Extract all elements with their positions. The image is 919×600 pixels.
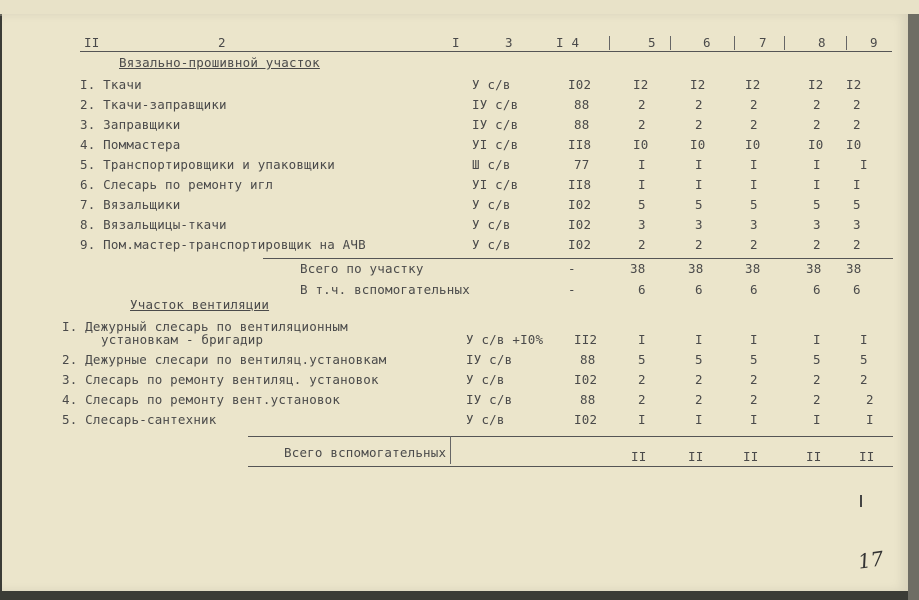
row-name: 5. Слесарь-сантехник [62, 412, 217, 427]
row-grade: IУ с/в [472, 117, 519, 132]
row-c9: 2 [860, 372, 868, 387]
row-c7: I2 [745, 77, 761, 92]
row-c9: 2 [853, 97, 861, 112]
total-label: Всего по участку [300, 261, 424, 276]
row-c8: 2 [813, 237, 821, 252]
row-c8: 2 [813, 392, 821, 407]
col-header-8: 8 [818, 35, 826, 50]
row-c5: 2 [638, 97, 646, 112]
row-grade: У с/в [472, 197, 511, 212]
col-header-1: II [84, 35, 100, 50]
row-c4: 88 [574, 97, 590, 112]
row-c6: 3 [695, 217, 703, 232]
row-c8: 2 [813, 372, 821, 387]
row-c6: I2 [690, 77, 706, 92]
row-c4: 88 [580, 392, 596, 407]
row-c9: I2 [846, 77, 862, 92]
row-c7: 5 [750, 197, 758, 212]
row-c9: 5 [860, 352, 868, 367]
total-c6: 38 [688, 261, 704, 276]
row-name: 5. Транспортировщики и упаковщики [80, 157, 335, 172]
row-grade: УI с/в [472, 177, 519, 192]
row-name: 8. Вязальщицы-ткачи [80, 217, 227, 232]
total-rule-bottom [248, 466, 893, 467]
col-header-2: 2 [218, 35, 226, 50]
col-divider [609, 36, 610, 50]
row-name: 3. Заправщики [80, 117, 181, 132]
row-c7: I [750, 332, 758, 347]
row-c8: I [813, 412, 821, 427]
row-grade: УI с/в [472, 137, 519, 152]
row-c5: I2 [633, 77, 649, 92]
row-c6: I0 [690, 137, 706, 152]
row-c7: 2 [750, 117, 758, 132]
section-title-knitting: Вязально-прошивной участок [119, 55, 320, 70]
row-c6: 2 [695, 237, 703, 252]
total-c7: 38 [745, 261, 761, 276]
row-c9: 2 [853, 117, 861, 132]
row-c9: I [860, 332, 868, 347]
row-c8: I [813, 177, 821, 192]
row-c6: 5 [695, 352, 703, 367]
row-c8: 3 [813, 217, 821, 232]
aux-c6: 6 [695, 282, 703, 297]
row-c5: 2 [638, 392, 646, 407]
row-c4: I02 [568, 217, 592, 232]
row-c5: I [638, 157, 646, 172]
col-header-5: 5 [648, 35, 656, 50]
row-c5: 5 [638, 352, 646, 367]
row-grade: Ш с/в [472, 157, 511, 172]
row-c8: I2 [808, 77, 824, 92]
total-c5: 38 [630, 261, 646, 276]
row-name: 2. Дежурные слесари по вентиляц.установкам [62, 352, 387, 367]
row-c8: I0 [808, 137, 824, 152]
row-grade: IУ с/в [472, 97, 519, 112]
row-name: 3. Слесарь по ремонту вентиляц. установок [62, 372, 379, 387]
header-rule [80, 51, 892, 52]
row-c6: 2 [695, 372, 703, 387]
row-c9: I0 [846, 137, 862, 152]
row-name: I. Дежурный слесарь по вентиляционным [62, 319, 348, 334]
row-c7: I [750, 177, 758, 192]
col-header-3: 3 [505, 35, 513, 50]
row-name: I. Ткачи [80, 77, 142, 92]
row-grade: IУ с/в [466, 392, 513, 407]
col-divider [734, 36, 735, 50]
row-c9: I [853, 177, 861, 192]
row-c9: 3 [853, 217, 861, 232]
row-grade: У с/в +I0% [466, 332, 544, 347]
row-c4: II8 [568, 137, 592, 152]
total-c8: 38 [806, 261, 822, 276]
row-c5: 5 [638, 197, 646, 212]
row-c8: 2 [813, 117, 821, 132]
row-name-continued: установкам - бригадир [101, 332, 264, 347]
row-c6: 2 [695, 117, 703, 132]
row-c6: I [695, 412, 703, 427]
col-header-6: 6 [703, 35, 711, 50]
row-c4: II2 [574, 332, 598, 347]
col-header-9: 9 [870, 35, 878, 50]
row-c8: 2 [813, 97, 821, 112]
aux-total-label: Всего вспомогательных [284, 445, 447, 460]
col-divider [784, 36, 785, 50]
row-c4: I02 [574, 412, 598, 427]
row-name: 2. Ткачи-заправщики [80, 97, 227, 112]
total-c4: - [568, 261, 576, 276]
aux-c8: 6 [813, 282, 821, 297]
binding-shadow [908, 14, 919, 600]
row-grade: У с/в [466, 372, 505, 387]
row-c8: 5 [813, 352, 821, 367]
aux-total-c5: II [631, 449, 647, 464]
col-divider [670, 36, 671, 50]
row-c4: I02 [568, 77, 592, 92]
row-c8: 5 [813, 197, 821, 212]
row-c4: 88 [580, 352, 596, 367]
row-c7: 2 [750, 392, 758, 407]
row-name: 4. Поммастера [80, 137, 181, 152]
row-grade: У с/в [466, 412, 505, 427]
row-c5: 2 [638, 372, 646, 387]
row-c5: I [638, 332, 646, 347]
row-c6: 5 [695, 197, 703, 212]
row-grade: У с/в [472, 237, 511, 252]
row-c9: 2 [853, 237, 861, 252]
col-header-sep: I [452, 35, 460, 50]
row-name: 6. Слесарь по ремонту игл [80, 177, 274, 192]
row-c4: 88 [574, 117, 590, 132]
row-c9: I [866, 412, 874, 427]
row-c4: I02 [568, 197, 592, 212]
row-name: 4. Слесарь по ремонту вент.установок [62, 392, 341, 407]
row-c4: II8 [568, 177, 592, 192]
row-c4: I02 [574, 372, 598, 387]
row-grade: У с/в [472, 77, 511, 92]
row-c5: I [638, 177, 646, 192]
row-c7: I [750, 157, 758, 172]
row-c4: I02 [568, 237, 592, 252]
row-c6: I [695, 332, 703, 347]
total-divider [450, 436, 451, 464]
subtotal-rule [263, 258, 893, 259]
row-c7: 2 [750, 237, 758, 252]
row-c9: I [860, 157, 868, 172]
aux-total-c7: II [743, 449, 759, 464]
row-c9: 2 [866, 392, 874, 407]
row-c6: 2 [695, 97, 703, 112]
row-c5: I [638, 412, 646, 427]
aux-total-c9: II [859, 449, 875, 464]
row-c4: 77 [574, 157, 590, 172]
aux-label: В т.ч. вспомогательных [300, 282, 470, 297]
row-c7: I0 [745, 137, 761, 152]
total-c9: 38 [846, 261, 862, 276]
col-header-4: I 4 [556, 35, 580, 50]
aux-c9: 6 [853, 282, 861, 297]
row-c6: 2 [695, 392, 703, 407]
section-title-ventilation: Участок вентиляции [130, 297, 270, 312]
col-divider [846, 36, 847, 50]
row-c7: 5 [750, 352, 758, 367]
row-grade: IУ с/в [466, 352, 513, 367]
row-c5: 2 [638, 117, 646, 132]
row-c6: I [695, 177, 703, 192]
row-c7: I [750, 412, 758, 427]
pencil-mark [860, 495, 862, 507]
total-rule-top [248, 436, 893, 437]
col-header-7: 7 [759, 35, 767, 50]
row-c9: 5 [853, 197, 861, 212]
row-c7: 2 [750, 97, 758, 112]
row-c8: I [813, 157, 821, 172]
row-c5: I0 [633, 137, 649, 152]
aux-c4: - [568, 282, 576, 297]
row-c6: I [695, 157, 703, 172]
row-c7: 2 [750, 372, 758, 387]
row-c7: 3 [750, 217, 758, 232]
row-name: 9. Пом.мастер-транспортировщик на АЧВ [80, 237, 366, 252]
page-number: 17 [856, 546, 885, 574]
aux-c7: 6 [750, 282, 758, 297]
aux-total-c6: II [688, 449, 704, 464]
aux-total-c8: II [806, 449, 822, 464]
row-name: 7. Вязальщики [80, 197, 181, 212]
row-c5: 3 [638, 217, 646, 232]
row-c8: I [813, 332, 821, 347]
aux-c5: 6 [638, 282, 646, 297]
row-c5: 2 [638, 237, 646, 252]
row-grade: У с/в [472, 217, 511, 232]
